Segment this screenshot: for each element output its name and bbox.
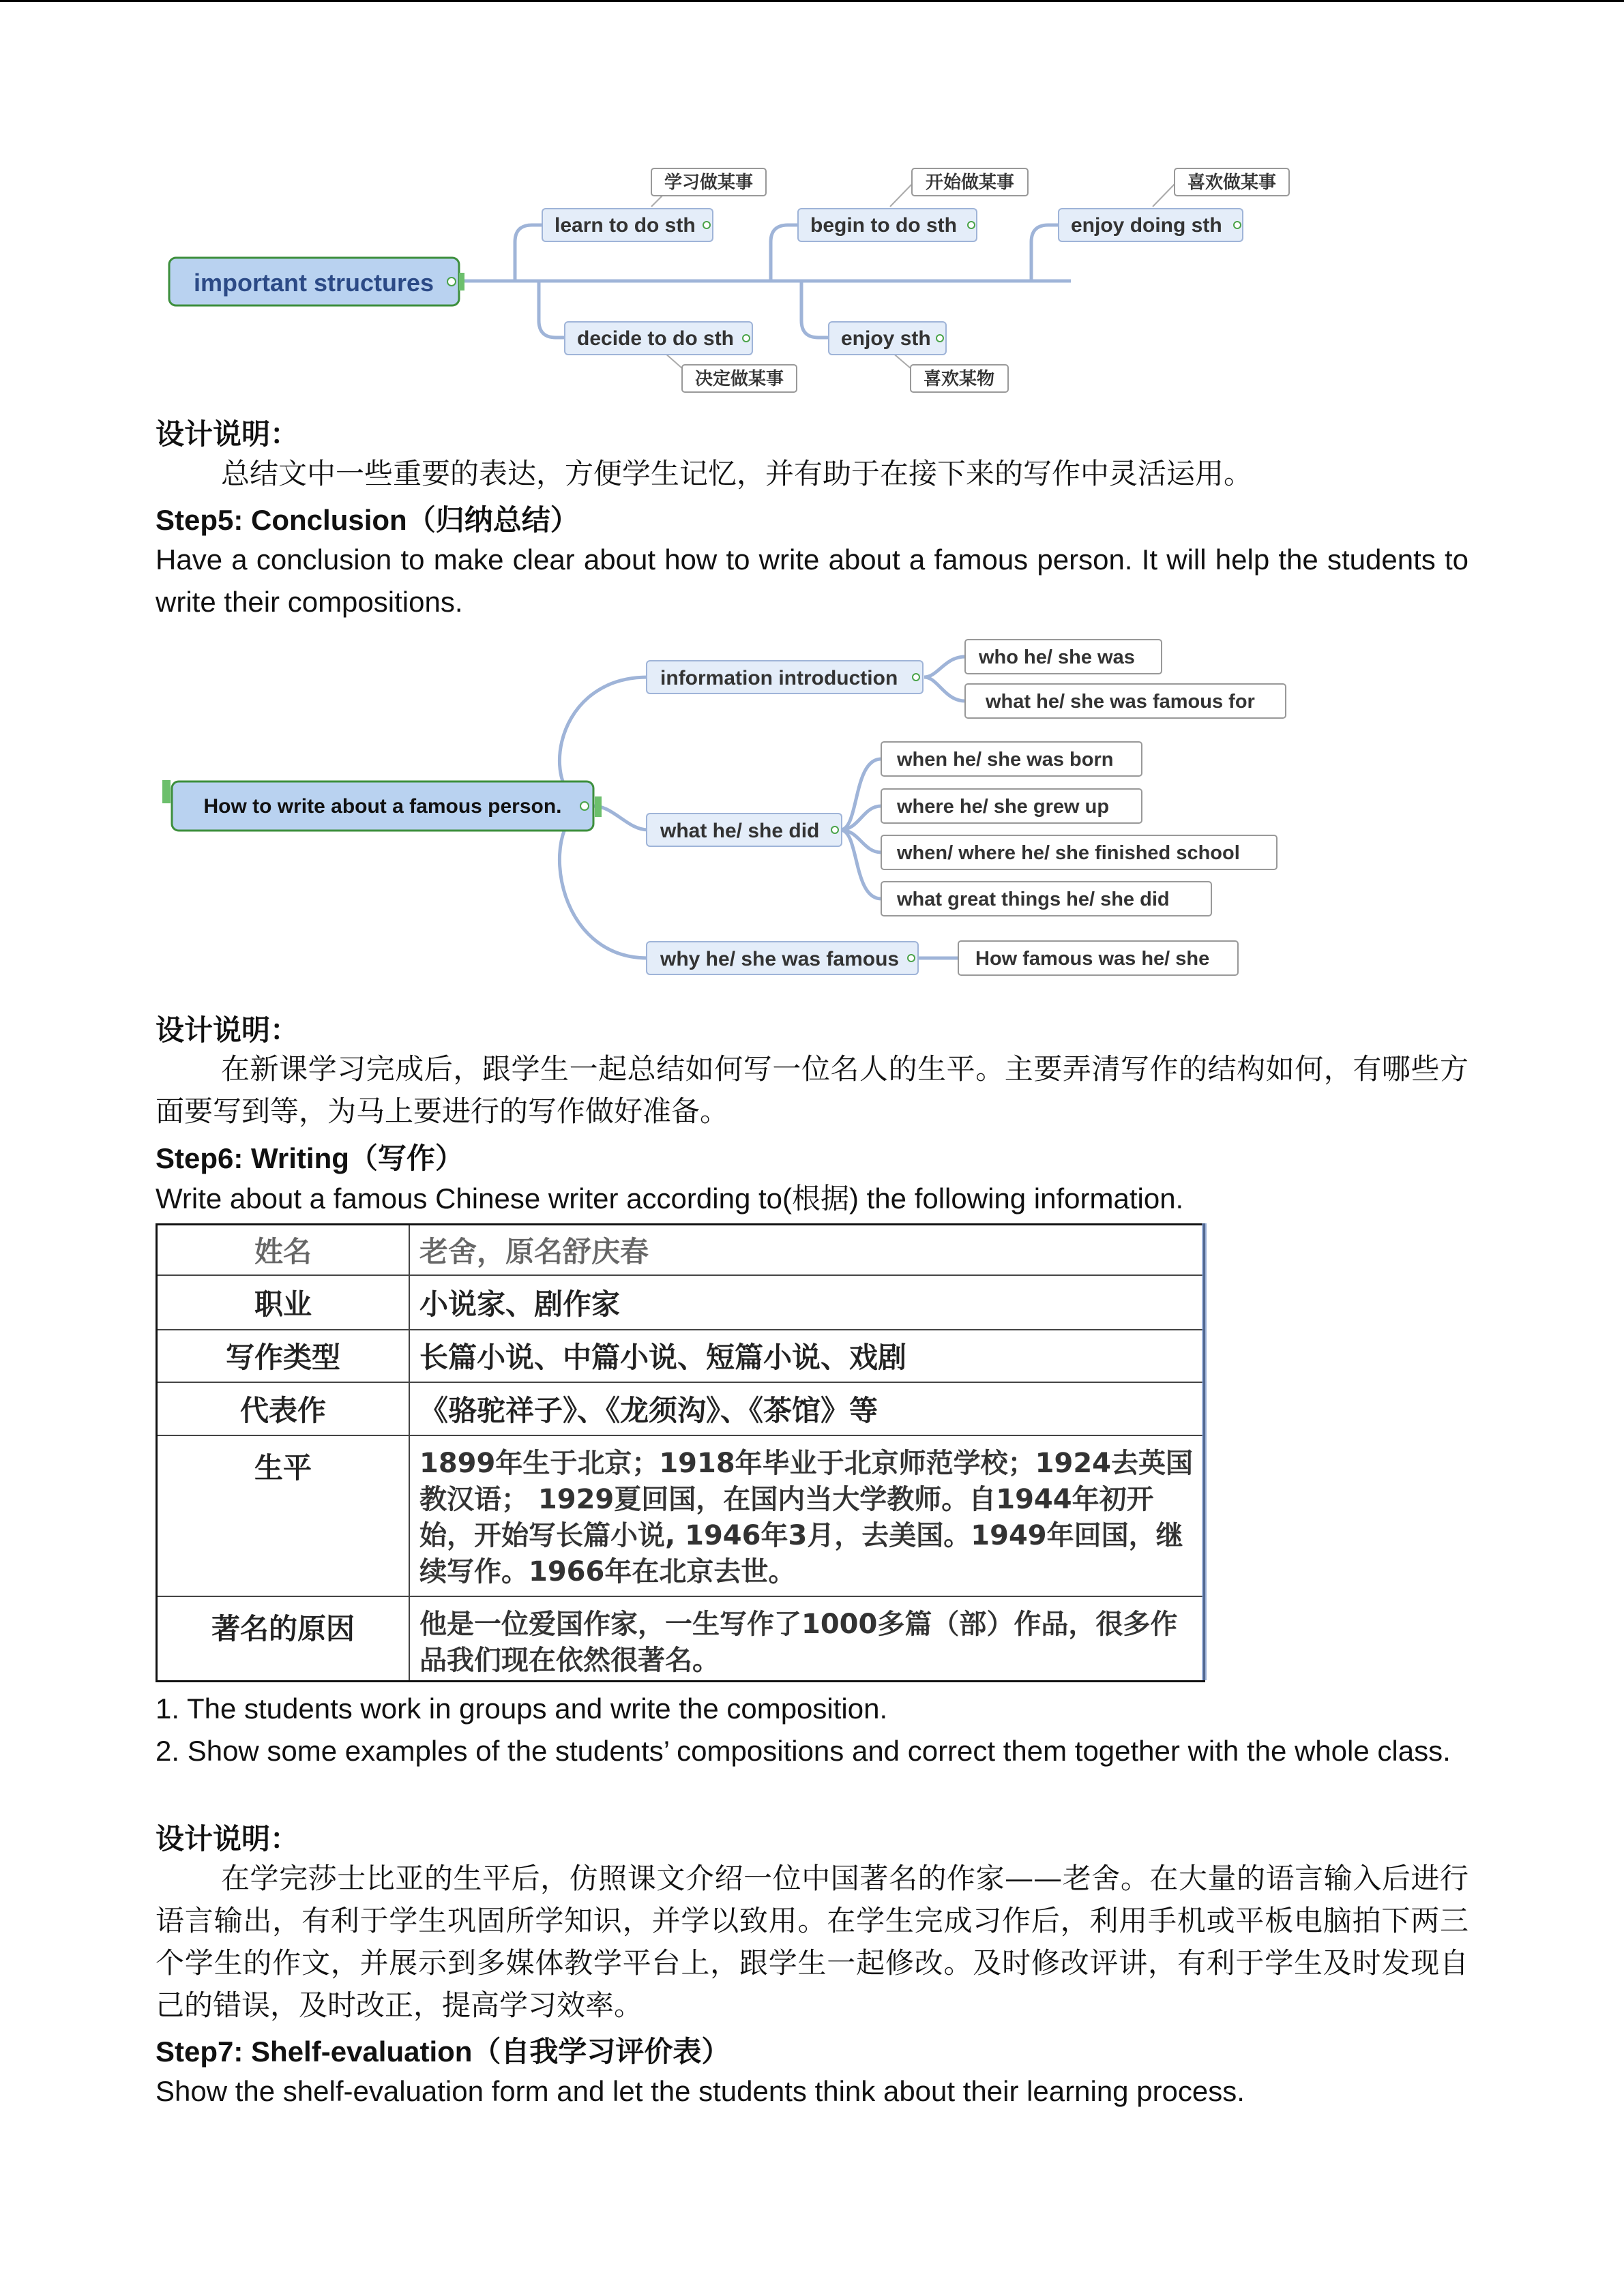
svg-text:information introduction: information introduction <box>660 667 898 689</box>
node-enjoy-doing-sth <box>1059 209 1243 241</box>
step6-heading-en: Step6: Writing <box>156 1142 349 1174</box>
table-row <box>157 1275 1205 1330</box>
step5-heading <box>156 498 579 539</box>
node-learn-to-do-sth <box>542 209 713 241</box>
svg-text:decide to do sth: decide to do sth <box>577 327 735 350</box>
writer-info-table <box>156 1223 1205 1682</box>
node-begin-to-do-sth <box>798 209 977 241</box>
table-row <box>157 1596 1205 1682</box>
page-top-border <box>0 0 1624 2</box>
svg-text:How famous was he/ she: How famous was he/ she <box>975 948 1210 970</box>
table-row <box>157 1435 1205 1596</box>
row-key: 职业 <box>157 1275 410 1330</box>
row-key: 写作类型 <box>157 1330 410 1382</box>
row-key: 生平 <box>157 1435 410 1596</box>
row-key: 代表作 <box>157 1382 410 1435</box>
branch-what-did <box>647 814 842 846</box>
step6-heading-cn: （写作） <box>349 1142 464 1175</box>
root2-label: How to write about a famous person. <box>203 795 562 818</box>
svg-text:喜欢做某事: 喜欢做某事 <box>1187 172 1277 192</box>
table-row <box>157 1382 1205 1435</box>
tag-enjoy-doing <box>1175 168 1289 196</box>
step6-item-2: 2. Show some examples of the students’ compositions and correct them together with the whole class. <box>156 1735 1451 1767</box>
row-key: 姓名 <box>157 1225 410 1275</box>
row-value: 老舍，原名舒庆春 <box>409 1225 1205 1275</box>
svg-text:where he/ she grew up: where he/ she grew up <box>897 796 1110 818</box>
mindmap-important-structures <box>0 157 1364 409</box>
design-note-heading-1: 设计说明： <box>156 417 299 451</box>
svg-text:learn to do sth: learn to do sth <box>555 214 696 237</box>
step7-heading-en: Step7: Shelf-evaluation <box>156 2036 473 2068</box>
svg-text:开始做某事: 开始做某事 <box>925 172 1015 192</box>
design-note-heading-2: 设计说明： <box>156 1013 299 1047</box>
branch-why-famous <box>647 942 918 974</box>
row-key: 著名的原因 <box>157 1596 410 1682</box>
root-label: important structures <box>193 269 434 297</box>
row-value: 小说家、剧作家 <box>409 1275 1205 1330</box>
tag-decide <box>682 365 797 392</box>
table-blue-edge <box>1202 1223 1207 1680</box>
step5-text: Have a conclusion to make clear about how to write about a famous person. It will help the students to write their compositions. <box>156 543 1468 618</box>
design-note-text-1: 总结文中一些重要的表达，方便学生记忆，并有助于在接下来的写作中灵活运用。 <box>221 457 1253 490</box>
step7-heading-cn: （自我学习评价表） <box>472 2035 730 2068</box>
design-note-heading-3: 设计说明： <box>156 1822 299 1855</box>
table-row <box>157 1225 1205 1275</box>
tag-learn <box>651 168 766 196</box>
row-value: 长篇小说、中篇小说、短篇小说、戏剧 <box>409 1330 1205 1382</box>
tag-enjoy-sth <box>911 365 1008 392</box>
svg-text:学习做某事: 学习做某事 <box>664 172 754 192</box>
step5-heading-en: Step5: Conclusion <box>156 504 407 536</box>
svg-text:when he/ she was born: when he/ she was born <box>897 749 1114 771</box>
step5-heading-cn: （归纳总结） <box>407 503 579 537</box>
node-enjoy-sth <box>829 322 946 355</box>
step6-item-1: 1. The students work in groups and write the composition. <box>156 1693 888 1725</box>
root-node-how-to-write <box>162 780 602 831</box>
step7-text: Show the shelf-evaluation form and let the students think about their learning process. <box>156 2075 1245 2107</box>
row-value: 《骆驼祥子》、《龙须沟》、《茶馆》等 <box>409 1382 1205 1435</box>
node-decide-to-do-sth <box>565 322 752 355</box>
svg-text:what he/ she did: what he/ she did <box>660 820 820 842</box>
mindmap-how-to-write-famous-person <box>0 627 1364 982</box>
svg-text:what great things he/ she did: what great things he/ she did <box>897 889 1170 910</box>
tag-begin <box>912 168 1028 196</box>
step7-heading <box>156 2029 730 2070</box>
svg-text:enjoy sth: enjoy sth <box>841 327 931 350</box>
row-value: 1899年生于北京；1918年毕业于北京师范学校；1924去英国教汉语； 1929夏回国，在国内当大学教师。自1944年初开始，开始写长篇小说, 1946年3月，去美国。1949年回国，继续写作。1966年在北京去世。 <box>409 1435 1205 1596</box>
design-note-text-3: 在学完莎士比亚的生平后，仿照课文介绍一位中国著名的作家——老舍。在大量的语言输入后进行语言输出，有利于学生巩固所学知识，并学以致用。在学生完成习作后，利用手机或平板电脑拍下两三个学生的作文，并展示到多媒体教学平台上，跟学生一起修改。及时修改评讲，有利于学生及时发现自己的错误，及时改正，提高学习效率。 <box>156 1862 1468 2022</box>
root-node-important-structures <box>169 258 464 305</box>
table-row <box>157 1330 1205 1382</box>
svg-text:when/ where he/ she finished s: when/ where he/ she finished school <box>897 842 1240 864</box>
svg-text:what he/ she was famous for: what he/ she was famous for <box>986 691 1255 713</box>
svg-text:begin to do sth: begin to do sth <box>810 214 957 237</box>
svg-text:喜欢某物: 喜欢某物 <box>923 368 995 389</box>
step6-intro: Write about a famous Chinese writer according to(根据) the following information. <box>156 1182 1184 1214</box>
svg-text:决定做某事: 决定做某事 <box>694 368 784 389</box>
svg-text:who he/ she was: who he/ she was <box>979 646 1135 668</box>
branch-information-introduction <box>647 661 923 694</box>
step6-heading <box>156 1136 464 1177</box>
row-value: 他是一位爱国作家，一生写作了1000多篇（部）作品，很多作品我们现在依然很著名。 <box>409 1596 1205 1682</box>
svg-text:enjoy doing sth: enjoy doing sth <box>1071 214 1222 237</box>
design-note-text-2: 在新课学习完成后，跟学生一起总结如何写一位名人的生平。主要弄清写作的结构如何，有哪些方面要写到等，为马上要进行的写作做好准备。 <box>156 1052 1468 1128</box>
svg-text:why he/ she was famous: why he/ she was famous <box>660 948 900 970</box>
